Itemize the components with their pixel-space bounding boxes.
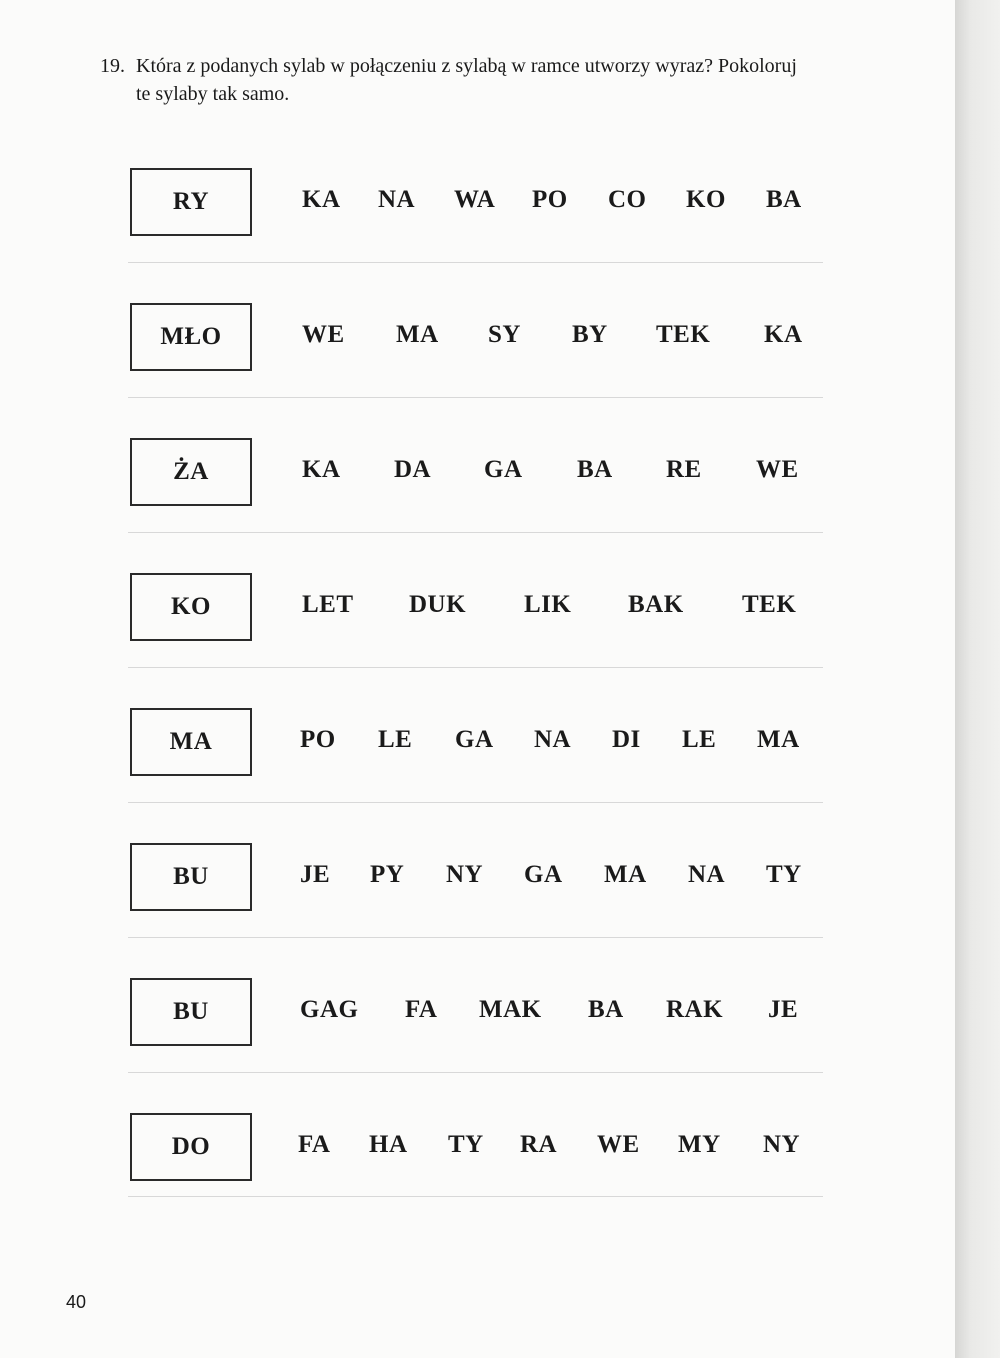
syllable-row (0, 1113, 955, 1185)
syllable-option[interactable]: TY (448, 1131, 484, 1158)
row-divider (128, 532, 823, 533)
row-divider (128, 262, 823, 263)
syllable-option[interactable]: GA (524, 861, 563, 888)
syllable-option[interactable]: BA (588, 996, 624, 1023)
syllable-option[interactable]: LE (378, 726, 413, 753)
syllable-option[interactable]: MA (396, 321, 439, 348)
syllable-option[interactable]: DI (612, 726, 641, 753)
syllable-option[interactable]: NA (534, 726, 572, 753)
row-divider (128, 667, 823, 668)
syllable-option[interactable]: DUK (409, 591, 467, 618)
syllable-row (0, 708, 955, 780)
syllable-option[interactable]: GA (455, 726, 494, 753)
syllable-option[interactable]: TEK (656, 321, 711, 348)
syllable-row (0, 303, 955, 375)
syllable-option[interactable]: MA (757, 726, 800, 753)
syllable-option[interactable]: PY (370, 861, 405, 888)
syllable-option[interactable]: MA (604, 861, 647, 888)
syllable-option[interactable]: KA (764, 321, 803, 348)
syllable-option[interactable]: KA (302, 456, 341, 483)
syllable-option[interactable]: FA (298, 1131, 331, 1158)
syllable-row (0, 573, 955, 645)
syllable-row (0, 843, 955, 915)
row-divider (128, 1196, 823, 1197)
syllable-option[interactable]: JE (768, 996, 799, 1023)
syllable-option[interactable]: BAK (628, 591, 684, 618)
syllable-option[interactable]: WE (597, 1131, 640, 1158)
syllable-option[interactable]: NY (446, 861, 484, 888)
syllable-option[interactable]: KA (302, 186, 341, 213)
row-divider (128, 397, 823, 398)
boxed-syllable: RY (130, 168, 252, 236)
row-divider (128, 802, 823, 803)
syllable-option[interactable]: KO (686, 186, 726, 213)
syllable-option[interactable]: CO (608, 186, 647, 213)
syllable-option[interactable]: NA (688, 861, 726, 888)
syllable-option[interactable]: PO (300, 726, 336, 753)
syllable-option[interactable]: HA (369, 1131, 408, 1158)
syllable-option[interactable]: BA (577, 456, 613, 483)
boxed-syllable: BU (130, 978, 252, 1046)
boxed-syllable: ŻA (130, 438, 252, 506)
exercise-number: 19. (100, 55, 125, 77)
syllable-option[interactable]: TEK (742, 591, 797, 618)
boxed-syllable: DO (130, 1113, 252, 1181)
syllable-option[interactable]: GAG (300, 996, 359, 1023)
syllable-option[interactable]: SY (488, 321, 521, 348)
syllable-option[interactable]: NY (763, 1131, 801, 1158)
boxed-syllable: BU (130, 843, 252, 911)
syllable-option[interactable]: LET (302, 591, 354, 618)
boxed-syllable: KO (130, 573, 252, 641)
syllable-option[interactable]: TY (766, 861, 802, 888)
syllable-option[interactable]: PO (532, 186, 568, 213)
syllable-option[interactable]: RE (666, 456, 702, 483)
syllable-option[interactable]: JE (300, 861, 331, 888)
instruction-line-1: Która z podanych sylab w połączeniu z sylabą w ramce utworzy wyraz? Pokoloruj (136, 55, 797, 77)
row-divider (128, 937, 823, 938)
syllable-option[interactable]: RAK (666, 996, 724, 1023)
syllable-option[interactable]: MY (678, 1131, 721, 1158)
syllable-option[interactable]: NA (378, 186, 416, 213)
syllable-option[interactable]: RA (520, 1131, 558, 1158)
syllable-option[interactable]: LIK (524, 591, 572, 618)
syllable-option[interactable]: FA (405, 996, 438, 1023)
syllable-option[interactable]: WE (756, 456, 799, 483)
syllable-option[interactable]: WA (454, 186, 496, 213)
row-divider (128, 1072, 823, 1073)
syllable-row (0, 438, 955, 510)
syllable-row (0, 978, 955, 1050)
boxed-syllable: MA (130, 708, 252, 776)
boxed-syllable: MŁO (130, 303, 252, 371)
syllable-row (0, 168, 955, 240)
syllable-option[interactable]: LE (682, 726, 717, 753)
syllable-option[interactable]: BA (766, 186, 802, 213)
page-number: 40 (66, 1292, 87, 1312)
syllable-option[interactable]: GA (484, 456, 523, 483)
syllable-option[interactable]: MAK (479, 996, 542, 1023)
instruction-line-2: te sylaby tak samo. (136, 83, 290, 105)
syllable-option[interactable]: WE (302, 321, 345, 348)
syllable-option[interactable]: DA (394, 456, 432, 483)
book-spine-shadow (955, 0, 1000, 1358)
syllable-option[interactable]: BY (572, 321, 608, 348)
